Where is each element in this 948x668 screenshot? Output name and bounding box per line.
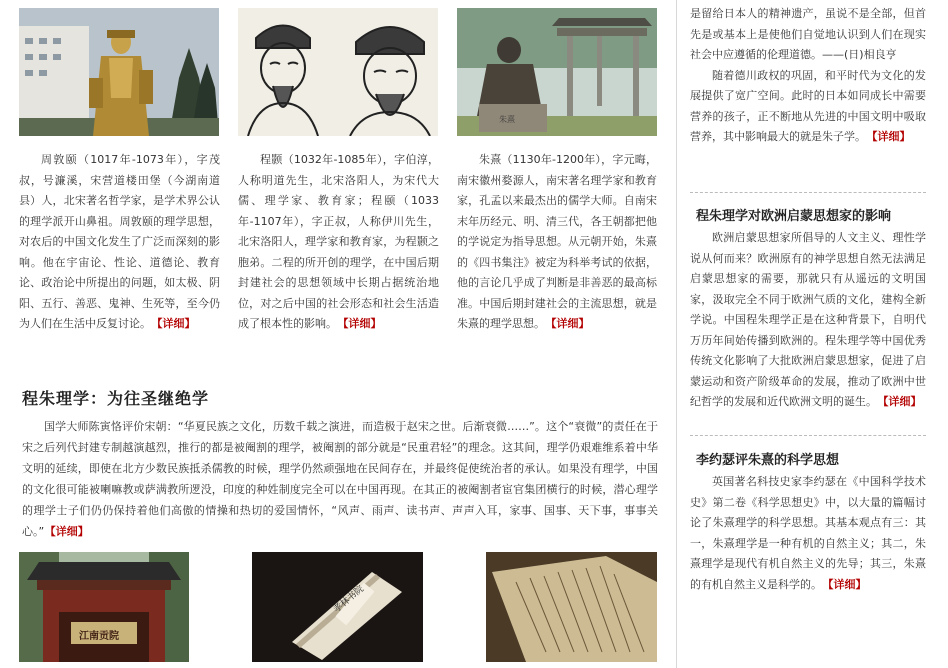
sidebar-divider	[690, 192, 926, 193]
sidebar-intro	[690, 4, 926, 148]
more-link-zhu[interactable]: 【详细】	[551, 317, 590, 330]
column-divider	[676, 0, 677, 668]
bio-text: 朱熹（1130年-1200年），字元晦，南宋徽州婺源人，南宋著名理学家和教育家，孔孟以来最杰出的儒学大师。自南宋末年历经元、明、清三代，各王朝都把他的学说定为指导思想。从元朝开始，朱熹的《四书集注》被定为科举考试的依据，他的言论几乎成了判断是非善恶的最高标准。中国后期封建社会的主流思想，就是朱熹的理学思想。	[457, 153, 657, 330]
sidebar	[690, 0, 930, 668]
gate-photo-icon	[19, 552, 189, 662]
sidebar-article1-title[interactable]: 程朱理学对欧洲启蒙思想家的影响	[696, 209, 892, 224]
bio-text: 程颢（1032年-1085年），字伯淳，人称明道先生，北宋洛阳人，为宋代大儒、理学家、教育家；程颐（1033年-1107年），字正叔，人称伊川先生，北宋洛阳人，理学家和教育家，为程颢之胞弟。二程的所开创的理学，在中国后期封建社会的思想领域中长期占据统治地位，对之后中国的社会形态和社会生活造成了根本性的影响。	[238, 153, 439, 330]
bio-zhou-dunyi	[19, 150, 220, 335]
statue-gate-photo-icon	[457, 8, 657, 136]
article2-text: 英国著名科技史家李约瑟在《中国科学技术史》第二卷《科学思想史》中，以大量的篇幅讨论了朱熹理学的科学思想。其基本观点有三：其一，朱熹理学是一种有机的自然主义；其二，朱熹理学是现代有机自然主义的先导；其三，朱熹的有机自然主义是科学的。	[690, 475, 926, 591]
scroll-photo-icon	[486, 552, 657, 662]
portrait-drawing-icon	[238, 8, 438, 136]
article1-text: 欧洲启蒙思想家所倡导的人文主义、理性学说从何而来？欧洲原有的神学思想自然无法满足启蒙思想家的需要，那就只有从遥远的文明国家，汲取完全不同于欧洲气质的文化，建构全新学说。中国程朱理学正是在这种背景下，自明代万历年间始传播到欧洲的。程朱理学等中国优秀传统文化影响了大批欧洲启蒙思想家，促进了启蒙运动和资产阶级革命的发展，推动了欧洲中世纪哲学的发展和近代欧洲文明的诞生。	[690, 231, 926, 408]
more-link-intro[interactable]: 【详细】	[872, 130, 911, 143]
cheng-brothers-portrait[interactable]	[238, 8, 438, 136]
gate-sign-text: 江南贡院	[79, 631, 119, 642]
ancient-book-photo[interactable]	[252, 552, 423, 662]
intro-tail-text: 是留给日本人的精神遗产，虽说不是全部，但首先是或基本上是使他们自觉地认识到人们在现实社会中应遵循的伦理道德。——(日)相良亨	[690, 7, 926, 61]
more-link-cheng[interactable]: 【详细】	[343, 317, 382, 330]
bio-text: 周敦颐（1017年-1073年），字茂叔，号濂溪，宋营道楼田堡（今湖南道县）人，北宋著名哲学家，是学术界公认的理学派开山鼻祖。周敦颐的理学思想，对农后的中国文化发生了广泛而深刻的影响。他在宇宙论、性论、道德论、教育论、政治论中所提出的问题，如太极、阴阳、五行、善恶、鬼神、生死等，至今仍为人们在生活中反复讨论。	[19, 153, 220, 330]
zhu-xi-statue-photo[interactable]	[457, 8, 657, 136]
sidebar-article2-title[interactable]: 李约瑟评朱熹的科学思想	[696, 453, 840, 468]
sidebar-article2	[690, 472, 926, 595]
statue-plaque-text: 朱熹	[499, 115, 515, 124]
sidebar-article1	[690, 228, 926, 413]
more-link-article2[interactable]: 【详细】	[828, 577, 867, 591]
sidebar-divider	[690, 435, 926, 436]
more-link-section[interactable]: 【详细】	[50, 525, 89, 538]
bio-cheng-brothers	[238, 150, 439, 335]
more-link-article1[interactable]: 【详细】	[883, 395, 922, 408]
intro-p2-text: 随着德川政权的巩固，和平时代为文化的发展提供了宽广空间。此时的日本如同成长中需要营养的孩子，正不断地从先进的中国文明中吸取营养，其中影响最大的就是朱子学。	[690, 68, 926, 143]
section-body	[22, 416, 658, 542]
section-text: 国学大师陈寅恪评价宋朝：“华夏民族之文化，历数千载之演进，而造极于赵宋之世。后渐衰微……”。这个“衰微”的责任在于宋之后列代封建专制越演越烈，推行的都是被阉割的理学，被阉割的部分就是“民重君轻”的理念。这其间，理学仍艰难维系着中华文明的延续，即使在北方少数民族抵杀儒教的时候，理学仍然顽强地在民间存在，并最终促使统治者的承认。如果没有理学，中国的文化很可能被喇嘛教或萨满教所逻没，印度的种姓制度完全可以在中国再现。在其正的被阉割者宦官集团横行的时候，潜心理学的理学士子们仍仍保持着他们高傲的情操和热切的爱国情怀，“风声、雨声、读书声、声声入耳，家事、国事、天下事，事事关心。”	[22, 420, 658, 538]
scroll-exhibit-photo[interactable]	[486, 552, 657, 662]
more-link-zhou[interactable]: 【详细】	[157, 317, 196, 330]
bio-zhu-xi	[457, 150, 657, 335]
book-title-text: 孝林书院	[331, 584, 366, 616]
section-title: 程朱理学：为往圣继绝学	[22, 389, 210, 408]
statue-photo-icon	[19, 8, 219, 136]
jiangnan-gongyuan-photo[interactable]	[19, 552, 189, 662]
zhou-dunyi-statue-photo[interactable]	[19, 8, 219, 136]
